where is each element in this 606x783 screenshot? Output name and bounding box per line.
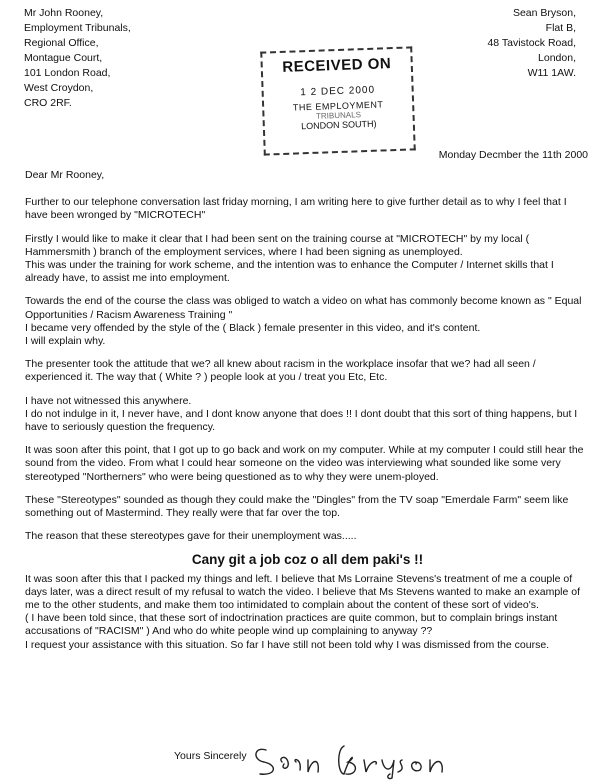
letter-date: Monday Decmber the 11th 2000 (438, 149, 588, 161)
paragraph-line: I became very offended by the style of the ( Black ) female presenter in this video, and it's content. (25, 321, 481, 334)
sender-line: W11 1AW. (527, 67, 576, 79)
recipient-line: 101 London Road, (24, 67, 111, 79)
sender-line: Sean Bryson, (512, 7, 576, 19)
closing: Yours Sincerely (174, 750, 247, 762)
paragraph (25, 494, 590, 520)
letter-body (25, 169, 590, 652)
sender-line: 48 Tavistock Road, (487, 37, 576, 49)
sender-address (487, 6, 576, 81)
paragraph-line: I do not indulge in it, I never have, and I dont know anyone that does !! I dont doubt that this sort of thing happens, but I have to seriously question the frequency. (25, 407, 578, 434)
quoted-shout: Cany git a job coz o all dem paki's !! (191, 552, 424, 568)
paragraph-line: It was soon after this point, that I got up to go back and work on my computer. While at my computer I could still hear the sound from the video. From what I could hear someone on the video was interviewing what sounded like some very stereotyped "Northerners" who were being questioned as to why they were unem-ployed. (25, 444, 584, 483)
stamp-line-3: LONDON SOUTH) (300, 118, 377, 132)
paragraph-line: It was soon after this that I packed my things and left. I believe that Ms Lorraine Stevens's treatment of me a couple of days later, was a direct result of my refusal to watch the video. I believe that Ms Stevens wanted to make an example of me to the other students, and make them too intimidated to complain about the content of these sort of video's. (25, 572, 581, 612)
paragraph-line: I will explain why. (25, 335, 106, 348)
paragraph-line: Towards the end of the course the class was obliged to watch a video on what has commonly become known as " Equal Opportunities / Racism Awareness Training " (25, 295, 582, 321)
stamp-line-2: TRIBUNALS (315, 110, 362, 121)
sender-line: London, (538, 52, 576, 64)
paragraph-line: Further to our telephone conversation last friday morning, I am writing here to give further detail as to why I feel that I have been wronged by "MICROTECH" (25, 196, 567, 222)
paragraph-line: These "Stereotypes" sounded as though they could make the "Dingles" from the TV soap "Emerdale Farm" seem like something out of Mastermind. They really were that far over the top. (25, 493, 569, 520)
sender-line: Flat B, (545, 22, 576, 34)
paragraph (25, 295, 590, 348)
final-paragraph (25, 573, 590, 652)
paragraph-line: I have not witnessed this anywhere. (25, 394, 192, 407)
paragraph (25, 196, 590, 222)
recipient-line: Mr John Rooney, (24, 7, 104, 19)
paragraph-line: The reason that these stereotypes gave for their unemployment was..... (25, 530, 357, 543)
recipient-line: Montague Court, (24, 52, 103, 64)
recipient-line: CRO 2RF. (24, 97, 72, 109)
paragraph-line: Firstly I would like to make it clear that I had been sent on the training course at "MICROTECH" by my local ( Hammersmith ) branch of the employment services, where I had been signing as unemployed. (25, 232, 530, 258)
recipient-address (24, 6, 131, 111)
paragraph-line: This was under the training for work scheme, and the intention was to enhance the Computer / Internet skills that I already have, to assist me into employment. (25, 259, 554, 285)
paragraph-line: I request your assistance with this situation. So far I have still not been told why I was dismissed from the course. (25, 638, 550, 651)
recipient-line: West Croydon, (24, 82, 94, 94)
stamp-date: 1 2 DEC 2000 (300, 84, 376, 99)
paragraph (25, 530, 590, 543)
signature (252, 740, 462, 780)
paragraph-line: The presenter took the attitude that we? all knew about racism in the workplace insofar that we? had all seen / experienced it. The way that ( White ? ) people look at you / treat you Etc, Etc. (25, 358, 536, 384)
stamp-heading: RECEIVED ON (282, 55, 392, 76)
salutation: Dear Mr Rooney, (25, 169, 105, 181)
paragraph (25, 233, 590, 286)
stamp-line-1: THE EMPLOYMENT (292, 99, 384, 113)
paragraph (25, 358, 590, 384)
received-stamp (260, 46, 416, 155)
paragraph (25, 444, 590, 484)
paragraph-line: ( I have been told since, that these sort of indoctrination practices are quite common, but to complain brings instant accusations of "RACISM" ) And who do white people wind up complaining to anyway ?? (25, 612, 558, 638)
recipient-line: Regional Office, (24, 37, 99, 49)
paragraph (25, 395, 590, 435)
recipient-line: Employment Tribunals, (24, 22, 131, 34)
